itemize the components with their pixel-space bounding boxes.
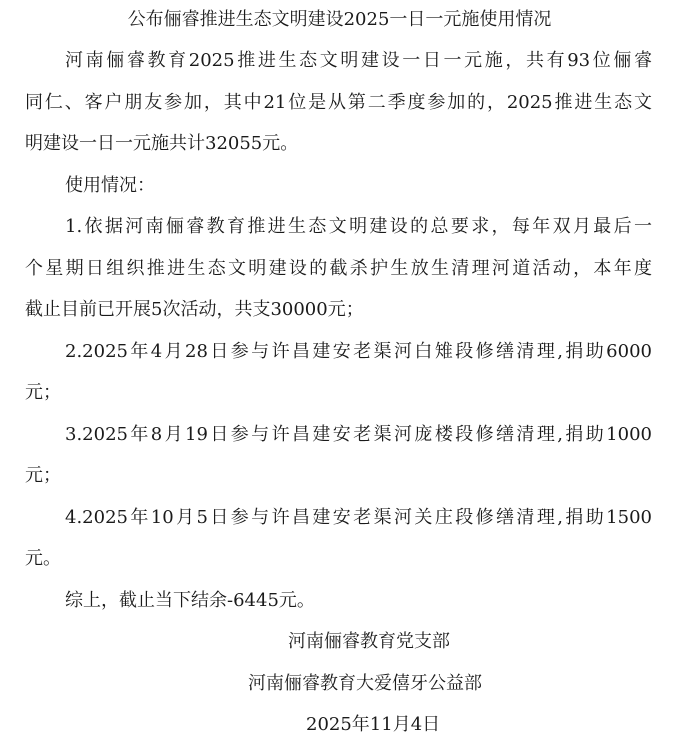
document-title: 公布俪睿推进生态文明建设2025一日一元施使用情况: [127, 9, 552, 30]
signature-party-branch: 河南俪睿教育党支部: [288, 631, 450, 652]
usage-heading: 使用情况：: [65, 175, 155, 196]
summary: 综上，截止当下结余-6445元。: [65, 590, 315, 611]
intro-line-2: 同仁、客户朋友参加，其中21位是从第二季度参加的，2025推进生态文: [25, 92, 652, 113]
intro-line-3: 明建设一日一元施共计32055元。: [25, 133, 299, 154]
item-4-line-2: 元。: [25, 548, 61, 569]
signature-charity-dept: 河南俪睿教育大爱僖牙公益部: [248, 673, 482, 694]
item-1-line-1: 1.依据河南俪睿教育推进生态文明建设的总要求，每年双月最后一: [65, 216, 652, 237]
item-1-line-2: 个星期日组织推进生态文明建设的截杀护生放生清理河道活动，本年度: [25, 258, 652, 279]
item-1-line-3: 截止目前已开展5次活动，共支30000元；: [25, 299, 364, 320]
item-2-line-2: 元；: [25, 382, 61, 403]
item-2-line-1: 2.2025年4月28日参与许昌建安老渠河白雉段修缮清理,捐助6000: [65, 341, 652, 362]
item-3-line-1: 3.2025年8月19日参与许昌建安老渠河庞楼段修缮清理,捐助1000: [65, 424, 652, 445]
item-3-line-2: 元；: [25, 465, 61, 486]
intro-line-1: 河南俪睿教育2025推进生态文明建设一日一元施，共有93位俪睿: [65, 50, 652, 71]
item-4-line-1: 4.2025年10月5日参与许昌建安老渠河关庄段修缮清理,捐助1500: [65, 507, 652, 528]
document-date: 2025年11月4日: [306, 714, 441, 735]
